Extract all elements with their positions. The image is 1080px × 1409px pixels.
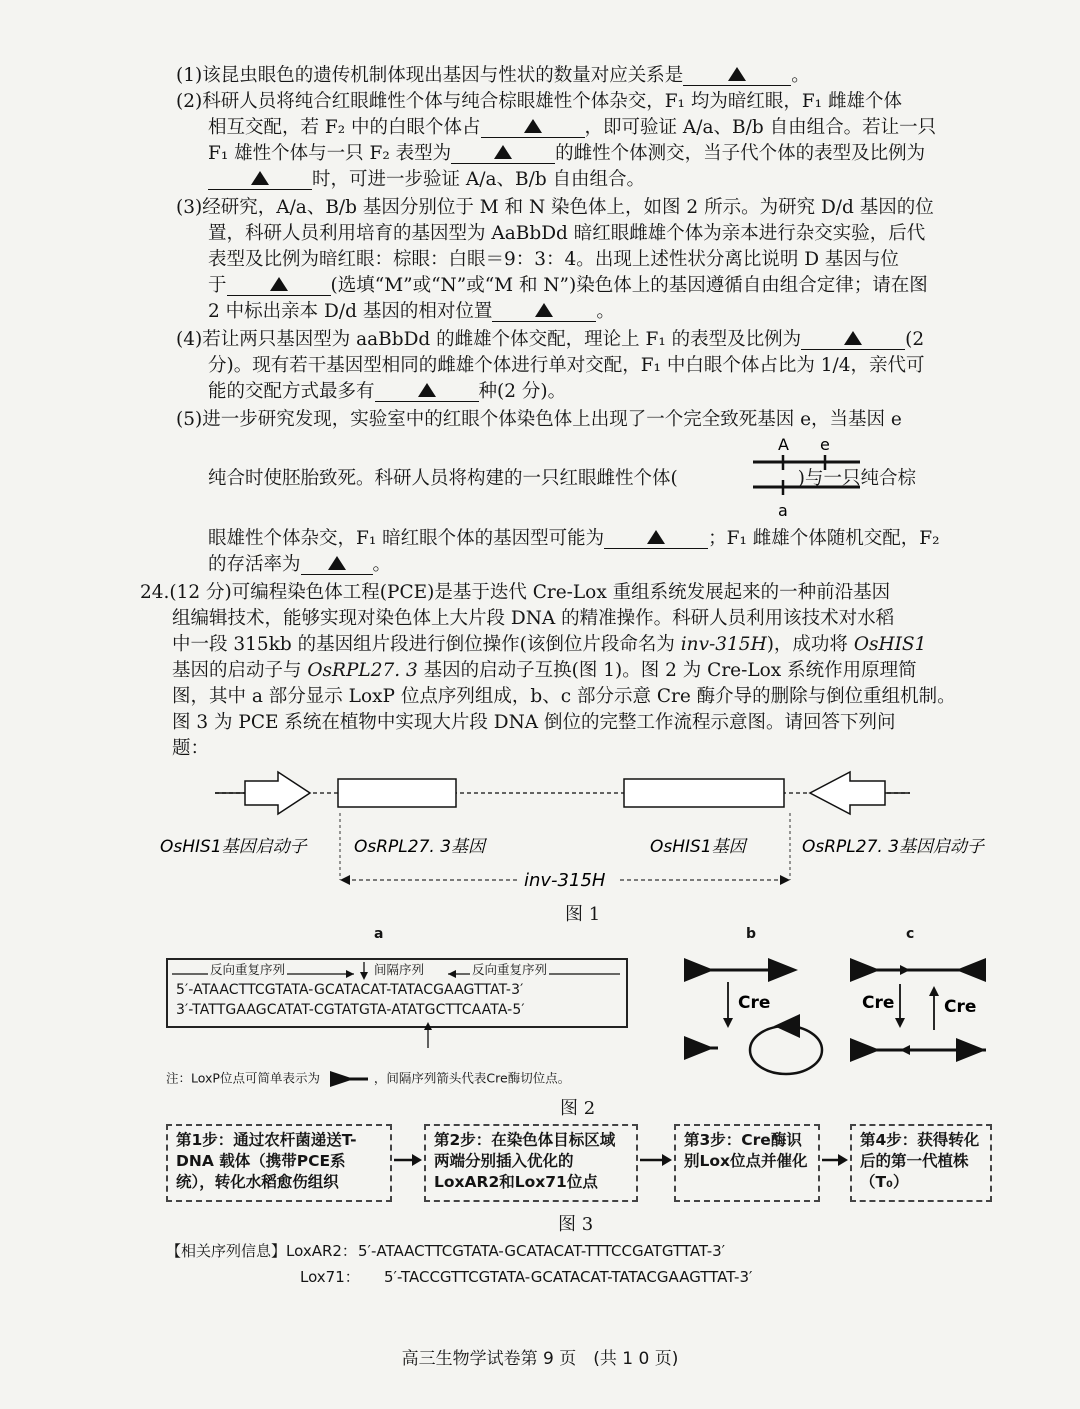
q24-line5: 图，其中 a 部分显示 LoxP 位点序列组成，b、c 部分示意 Cre 酶介导的删除与倒位重组机制。 — [172, 686, 956, 707]
q4-line3a: 能的交配方式最多有 — [208, 381, 375, 402]
q5-line4b: 。 — [372, 554, 392, 575]
q24-line3-italic2: OsHIS1 — [853, 634, 927, 655]
seqinfo-loxar2-seq: 5′-ATAACTTCGTATA-GCATACAT-TTTCCGATGTTAT-3′ — [358, 1242, 726, 1260]
sequence-top-strand: 5′-ATAACTTCGTATA-GCATACAT-TATACGAAGTTAT-3′ — [176, 982, 524, 998]
right-repeat-label: 反向重复序列 — [472, 962, 548, 977]
step-2-box: 第2步：在染色体目标区域两端分别插入优化的LoxAR2和Lox71位点 — [424, 1124, 638, 1202]
q2-line3a: F₁ 雄性个体与一只 F₂ 表型为 — [208, 143, 452, 164]
q2-line1: (2)科研人员将纯合红眼雌性个体与纯合棕眼雄性个体杂交，F₁ 均为暗红眼，F₁ 雌雄个体 — [176, 91, 902, 112]
q24-line4a: 基因的启动子与 — [172, 660, 308, 681]
answer-blank[interactable] — [481, 115, 585, 138]
q24-line3-italic: inv-315H — [680, 634, 767, 655]
fig1-label-oshis1-promoter: OsHIS1基因启动子 — [160, 837, 307, 857]
q1-text: (1)该昆虫眼色的遗传机制体现出基因与性状的数量对应关系是 — [176, 65, 684, 86]
q2-line3b: 的雌性个体测交，当子代个体的表型及比例为 — [555, 143, 926, 164]
q4-line1a: (4)若让两只基因型为 aaBbDd 的雌雄个体交配，理论上 F₁ 的表型及比例为 — [176, 329, 802, 350]
fig2-note-b: ，间隔序列箭头代表Cre酶切位点。 — [373, 1070, 571, 1086]
q2-line2b: ，即可验证 A/a、B/b 自由组合。若让一只 — [584, 117, 937, 138]
triangle-icon — [524, 119, 542, 133]
fig2-caption: 图 2 — [560, 1098, 596, 1119]
seqinfo-lox71-name: Lox71： — [300, 1268, 360, 1286]
q3-line3: 表型及比例为暗红眼：棕眼：白眼＝9：3：4。出现上述性状分离比说明 D 基因与位 — [208, 249, 899, 270]
q3-line4a: 于 — [208, 275, 227, 296]
oshis1-gene-box — [624, 779, 784, 807]
question-5-line2 — [176, 466, 1006, 492]
answer-blank[interactable] — [451, 141, 555, 164]
sequence-bottom-strand: 3′-TATTGAAGCATAT-CGTATGTA-ATATGCTTCAATA-5′ — [176, 1002, 525, 1018]
q24-line6: 图 3 为 PCE 系统在植物中实现大片段 DNA 倒位的完整工作流程示意图。请回答下列问 — [172, 712, 896, 733]
triangle-icon — [251, 171, 269, 185]
question-2 — [176, 89, 1006, 193]
q24-line4b: 基因的启动子互换(图 1)。图 2 为 Cre-Lox 系统作用原理简 — [417, 660, 917, 681]
cut-site-arrow — [420, 1022, 436, 1050]
triangle-icon — [728, 67, 746, 81]
fig1-label-osrpl27-gene: OsRPL27. 3基因 — [354, 837, 486, 857]
triangle-icon — [270, 277, 288, 291]
q24-line2: 组编辑技术，能够实现对染色体上大片段 DNA 的精准操作。科研人员利用该技术对水稻 — [172, 608, 895, 629]
answer-blank[interactable] — [375, 379, 479, 402]
q2-line2a: 相互交配，若 F₂ 中的白眼个体占 — [208, 117, 481, 138]
answer-blank[interactable] — [301, 552, 373, 575]
step-3-box: 第3步：Cre酶识别Lox位点并催化 — [674, 1124, 820, 1202]
answer-blank[interactable] — [683, 63, 791, 86]
q5-line3a: 眼雄性个体杂交，F₁ 暗红眼个体的基因型可能为 — [208, 528, 605, 549]
triangle-icon — [535, 303, 553, 317]
fig1-span-label: inv-315H — [524, 870, 606, 891]
flow-arrow-1 — [392, 1150, 424, 1170]
sequence-info — [166, 1238, 752, 1290]
triangle-icon — [844, 331, 862, 345]
q5-line4a: 的存活率为 — [208, 554, 301, 575]
q24-line7: 题： — [172, 738, 210, 759]
chrom-label-e: e — [820, 435, 830, 454]
left-repeat-label: 反向重复序列 — [210, 962, 286, 977]
triangle-icon — [494, 145, 512, 159]
q3-line5b: 。 — [596, 301, 615, 322]
q5-line3b: ；F₁ 雌雄个体随机交配，F₂ — [708, 528, 940, 549]
triangle-icon — [647, 530, 665, 544]
q4-line1b: (2 — [905, 329, 925, 350]
q4-line2: 分)。现有若干基因型相同的雌雄个体进行单对交配，F₁ 中白眼个体占比为 1/4，亲代可 — [208, 355, 925, 376]
question-24 — [140, 580, 1006, 762]
seqinfo-lox71-seq: 5′-TACCGTTCGTATA-GCATACAT-TATACGAAGTTAT-3′ — [384, 1268, 753, 1286]
question-3 — [176, 195, 1006, 325]
answer-blank[interactable] — [227, 273, 331, 296]
q5-line1: (5)进一步研究发现，实验室中的红眼个体染色体上出现了一个完全致死基因 e，当基因 e — [176, 409, 902, 430]
q24-line3a: 中一段 315kb 的基因组片段进行倒位操作(该倒位片段命名为 — [172, 634, 681, 655]
answer-blank[interactable] — [801, 327, 905, 350]
fig1-label-osrpl27-promoter: OsRPL27. 3基因启动子 — [802, 837, 985, 857]
figure-2-bc — [678, 950, 1008, 1080]
q3-line4b: (选填“M”或“N”或“M 和 N”)染色体上的基因遵循自由组合定律；请在图 — [330, 275, 928, 296]
fig2-note — [166, 1068, 570, 1090]
excised-circle — [750, 1026, 822, 1074]
cre-label-c-right: Cre — [944, 997, 977, 1017]
step-4-box: 第4步：获得转化后的第一代植株（T₀） — [850, 1124, 992, 1202]
fig2-panel-b-label: b — [746, 926, 757, 942]
figure-1 — [150, 768, 1010, 898]
q24-line3b: )，成功将 — [766, 634, 854, 655]
triangle-icon — [418, 383, 436, 397]
q24-line4-italic: OsRPL27. 3 — [307, 660, 418, 681]
question-4 — [176, 327, 1006, 405]
flow-arrow-3 — [820, 1150, 850, 1170]
loxp-symbol-icon — [324, 1068, 370, 1090]
question-1 — [176, 63, 1006, 89]
fig2-panel-c-label: c — [906, 926, 915, 942]
loxp-sequence-box — [166, 958, 628, 1028]
step-1-box: 第1步：通过农杆菌递送T-DNA 载体（携带PCE系统），转化水稻愈伤组织 — [166, 1124, 392, 1202]
flow-arrow-2 — [638, 1150, 674, 1170]
fig1-label-oshis1-gene: OsHIS1基因 — [650, 837, 746, 857]
q1-end: 。 — [791, 65, 810, 86]
osrpl27-gene-box — [338, 779, 456, 807]
q4-line3b: 种(2 分)。 — [478, 381, 567, 402]
q24-line1: 24.(12 分)可编程染色体工程(PCE)是基于迭代 Cre-Lox 重组系统发展起来的一种前沿基因 — [140, 582, 891, 603]
q2-line4b: 时，可进一步验证 A/a、B/b 自由组合。 — [312, 169, 646, 190]
q5-line2b: )与一只纯合棕 — [797, 468, 916, 489]
oshis1-promoter-arrow — [245, 772, 310, 814]
seqinfo-label: 【相关序列信息】 — [166, 1242, 287, 1260]
answer-blank[interactable] — [604, 526, 708, 549]
chromosome-diagram — [748, 432, 868, 522]
chrom-label-A: A — [778, 435, 789, 454]
q5-line2a: 纯合时使胚胎致死。科研人员将构建的一只红眼雌性个体( — [208, 468, 678, 489]
q3-line1: (3)经研究，A/a、B/b 基因分别位于 M 和 N 染色体上，如图 2 所示。为研究 D/d 基因的位 — [176, 197, 934, 218]
chrom-label-a: a — [778, 501, 788, 520]
fig1-caption: 图 1 — [565, 904, 601, 925]
q3-line2: 置，科研人员利用培育的基因型为 AaBbDd 暗红眼雌雄个体为亲本进行杂交实验，后代 — [208, 223, 926, 244]
page-footer: 高三生物学试卷第 9 页 (共 1 0 页) — [401, 1349, 679, 1369]
triangle-icon — [328, 556, 346, 570]
question-5 — [176, 407, 1006, 433]
fig2-panel-a-label: a — [374, 926, 384, 942]
question-5-rest — [176, 526, 1006, 578]
fig3-caption: 图 3 — [558, 1214, 594, 1235]
cre-label-b: Cre — [738, 993, 771, 1013]
osrpl27-promoter-arrow — [810, 772, 885, 814]
cre-label-c-left: Cre — [862, 993, 895, 1013]
answer-blank[interactable] — [492, 299, 596, 322]
spacer-label: 间隔序列 — [374, 962, 425, 977]
fig2-note-a: 注：LoxP位点可简单表示为 — [166, 1070, 320, 1086]
seqinfo-loxar2-name: LoxAR2： — [286, 1242, 357, 1260]
q3-line5a: 2 中标出亲本 D/d 基因的相对位置 — [208, 301, 493, 322]
answer-blank[interactable] — [208, 167, 312, 190]
